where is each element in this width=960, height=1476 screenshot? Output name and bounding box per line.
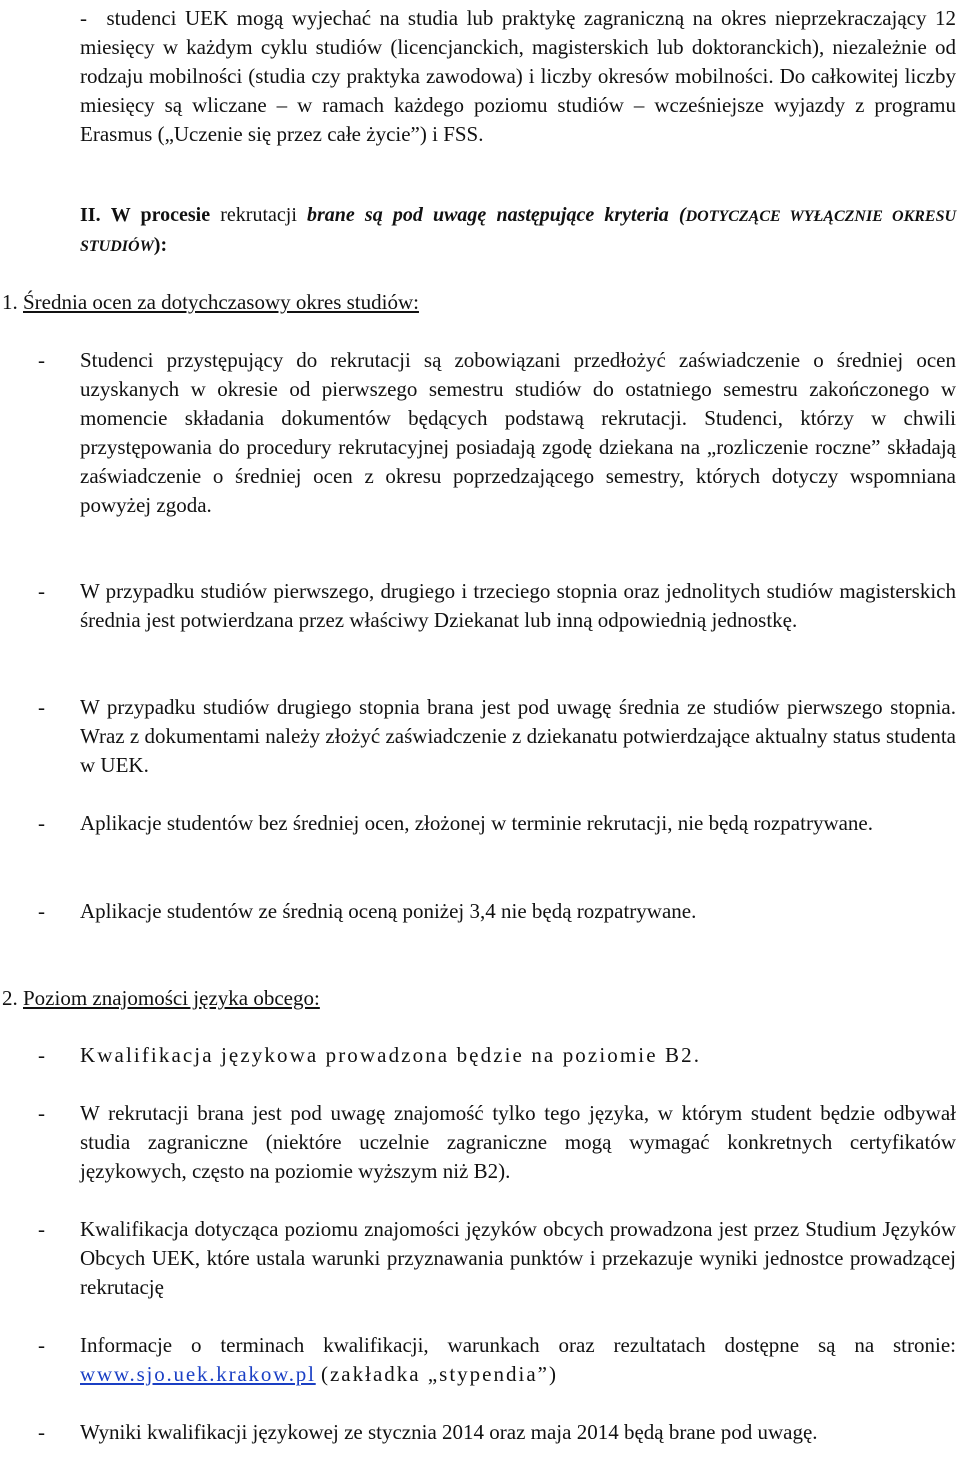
criterion-1-title: Średnia ocen za dotychczasowy okres studiów: xyxy=(23,290,419,314)
criterion-1-item-5: Aplikacje studentów ze średnią oceną poniżej 3,4 nie będą rozpatrywane. xyxy=(80,899,697,923)
list-dash: - xyxy=(38,1043,45,1067)
criterion-1-item-1: Studenci przystępujący do rekrutacji są zobowiązani przedłożyć zaświadczenie o średniej ocen uzyskanych w okresie od pierwszego semestru studiów do ostatniego semestru zakończonego w momencie składania dokumentów będących podstawą rekrutacji. Studenci, którzy w chwili przystępowania do procedury rekrutacyjnej posiadają zgodę dziekana na „rozliczenie roczne” składają zaświadczenie o średniej ocen z okresu poprzedzającego semestry, których dotyczy wspomniana powyżej zgoda. xyxy=(80,348,956,517)
criterion-2-heading xyxy=(2,984,320,1013)
section-criteria: brane są pod uwagę następujące kryteria ( xyxy=(307,204,686,226)
list-dash: - xyxy=(38,899,45,923)
list-dash: - xyxy=(38,1217,45,1241)
list-dash: - xyxy=(38,579,45,603)
list-dash: - xyxy=(38,695,45,719)
list-dash: - xyxy=(38,1333,45,1357)
criterion-1-item-3: W przypadku studiów drugiego stopnia brana jest pod uwagę średnia ze studiów pierwszego stopnia. Wraz z dokumentami należy złożyć zaświadczenie z dziekanatu potwierdzające aktualny status studenta w UEK. xyxy=(80,695,956,777)
intro-paragraph xyxy=(80,4,956,149)
criterion-2-item-last: Wyniki kwalifikacji językowej ze stycznia 2014 oraz maja 2014 będą brane pod uwagę. xyxy=(80,1420,818,1444)
section-scope: DOTYCZĄCE WYŁĄCZNIE OKRESU STUDIÓW xyxy=(80,208,957,255)
criterion-2-info xyxy=(80,1331,956,1389)
list-dash: - xyxy=(38,811,45,835)
section-numeral: II. xyxy=(80,204,101,226)
section-rekrutacji: rekrutacji xyxy=(220,204,297,226)
intro-text-inline: studenci UEK mogą wyjechać na studia lub praktykę zagraniczną na okres nieprzekraczający 12 miesięcy w każdym cyklu studiów (licencjanckich, magisterskich lub doktoranckich), niezależnie od rodzaju mobilności (studia czy praktyka zawodowa) i liczby okresów mobilności. Do całkowitej liczby miesięcy są wliczane – w ramach każdego poziomu studiów – wcześniejsze wyjazdy z programu Erasmus („Uczenie się przez całe życie”) i FSS. xyxy=(80,6,956,146)
criterion-2-title: Poziom znajomości języka obcego: xyxy=(23,986,320,1010)
criterion-1-number: 1. xyxy=(2,290,18,314)
section-heading xyxy=(80,201,956,261)
list-dash: - xyxy=(38,1420,45,1444)
criterion-2-number: 2. xyxy=(2,986,18,1010)
section-close: ): xyxy=(153,234,168,256)
section-w-procesie: W procesie xyxy=(110,204,211,226)
criterion-2-item-3: Kwalifikacja dotycząca poziomu znajomości języków obcych prowadzona jest przez Studium Języków Obcych UEK, które ustala warunki przyznawania punktów i przekazuje wyniki jednostce prowadzącej rekrutację xyxy=(80,1217,956,1299)
list-dash: - xyxy=(38,1101,45,1125)
intro-dash: - xyxy=(80,6,87,30)
info-text: Informacje o terminach kwalifikacji, warunkach oraz rezultatach dostępne są na stronie: xyxy=(80,1333,956,1357)
list-dash: - xyxy=(38,348,45,372)
criterion-1-item-2: W przypadku studiów pierwszego, drugiego i trzeciego stopnia oraz jednolitych studiów magisterskich średnia jest potwierdzana przez właściwy Dziekanat lub inną odpowiednią jednostkę. xyxy=(80,579,956,632)
criterion-1-heading xyxy=(2,288,419,317)
sjo-website-link[interactable]: www.sjo.uek.krakow.pl xyxy=(80,1362,316,1386)
criterion-2-item-1: Kwalifikacja językowa prowadzona będzie na poziomie B2. xyxy=(80,1043,702,1067)
criterion-1-item-4: Aplikacje studentów bez średniej ocen, złożonej w terminie rekrutacji, nie będą rozpatrywane. xyxy=(80,811,874,835)
info-tab-note: (zakładka „stypendia”) xyxy=(320,1362,558,1386)
criterion-2-item-2: W rekrutacji brana jest pod uwagę znajomość tylko tego języka, w którym student będzie odbywał studia zagraniczne (niektóre uczelnie zagraniczne mogą wymagać konkretnych certyfikatów językowych, często na poziomie wyższym niż B2). xyxy=(80,1101,956,1183)
intro-text xyxy=(80,6,956,146)
